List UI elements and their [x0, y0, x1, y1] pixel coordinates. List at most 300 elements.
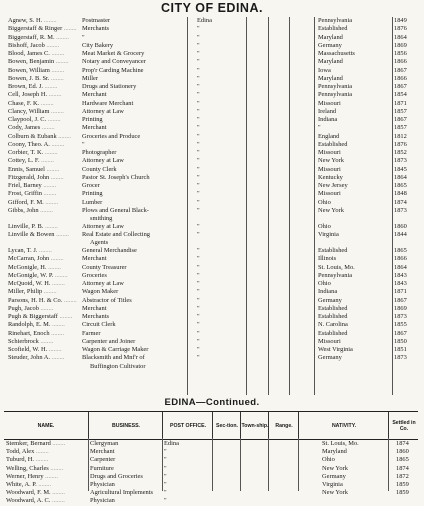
- cell-nativity: Iowa: [318, 66, 331, 74]
- cell-name: Stemker, Bernard .....: [6, 440, 86, 448]
- cell-post-office: ": [197, 263, 200, 271]
- cell-nativity: New York: [322, 489, 348, 497]
- cell-business: [82, 297, 194, 305]
- cell-post-office: ": [164, 448, 167, 456]
- cell-nativity: Illinois: [318, 255, 337, 263]
- cell-post-office: Edina: [164, 440, 179, 447]
- cell-business: Drugs and Groceries: [90, 472, 143, 480]
- table-row: [8, 199, 416, 207]
- cell-business-line: Notary and Conveyancer: [82, 58, 146, 66]
- cell-settled: 1867: [394, 329, 407, 337]
- cell-business: [82, 124, 194, 132]
- cell-business: [82, 100, 194, 108]
- header-post-office: POST OFFICE.: [162, 412, 213, 439]
- cell-post-office: ": [197, 165, 200, 173]
- table-row: [8, 182, 416, 190]
- table-row: [8, 42, 416, 50]
- cell-name: McCarran, John .....: [8, 255, 78, 263]
- cell-post-office: ": [197, 329, 200, 337]
- table-row: [8, 207, 416, 223]
- cell-nativity: Ohio: [318, 280, 331, 287]
- cell-settled: 1844: [394, 231, 407, 238]
- cell-name: White, A. P. .....: [6, 481, 86, 489]
- column-divider: [240, 438, 241, 491]
- cell-business-line: Carpenter and Joiner: [82, 337, 136, 345]
- cell-settled: 1867: [394, 66, 407, 74]
- directory-table: [8, 17, 416, 378]
- cell-post-office: ": [164, 480, 167, 488]
- cell-name: Steuder, John A. .....: [8, 354, 78, 362]
- cell-nativity: Established: [318, 140, 348, 148]
- cell-post-office: ": [197, 354, 200, 362]
- cell-nativity: West Virginia: [318, 346, 353, 353]
- cell-business-line: Postmaster: [82, 17, 111, 24]
- header-section: Sec-tion.: [212, 412, 241, 439]
- cell-business: Clergyman: [90, 440, 119, 447]
- cell-settled: 1850: [394, 337, 407, 345]
- cell-nativity: New Jersey: [318, 182, 348, 189]
- cell-nativity: Missouri: [318, 165, 341, 173]
- cell-post-office: ": [197, 140, 200, 148]
- cell-post-office: ": [197, 173, 200, 181]
- cell-nativity: St. Louis, Mo.: [322, 440, 359, 447]
- cell-business: [82, 223, 194, 231]
- cell-business-line: County Clerk: [82, 165, 117, 173]
- cell-post-office: ": [197, 33, 200, 41]
- cell-name: Blood, James C. .....: [8, 50, 78, 58]
- cell-business-line: Grocer: [82, 182, 100, 189]
- cell-business: [82, 25, 194, 33]
- cell-post-office: ": [197, 41, 200, 49]
- cell-nativity: Indiana: [318, 288, 338, 296]
- table-row: [8, 231, 416, 247]
- cell-name: Chase, F. K. .....: [8, 100, 78, 108]
- cell-name: Friel, Barney .....: [8, 182, 78, 190]
- cell-name: Corbier, T. K. .....: [8, 149, 78, 157]
- cell-business-line: Real Estate and Collecting: [82, 231, 150, 238]
- cell-settled: 1864: [394, 173, 407, 181]
- table-row: [8, 313, 416, 321]
- table-row: [8, 223, 416, 231]
- cell-settled: 1874: [396, 440, 409, 447]
- cell-business-line: Groceries and Produce: [82, 132, 141, 140]
- cell-nativity: Established: [318, 25, 348, 33]
- cell-business: [82, 17, 194, 25]
- table-row: [8, 116, 416, 124]
- table-row: [8, 133, 416, 141]
- cell-name: Coony, Theo. A. .....: [8, 141, 78, 149]
- cell-name: Pugh & Biggerstaff .....: [8, 313, 78, 321]
- cell-post-office: ": [197, 337, 200, 345]
- cell-name: Linville & Bowen .....: [8, 231, 78, 239]
- table-row: [4, 440, 418, 448]
- cell-business: [82, 58, 194, 66]
- cell-business: [82, 288, 194, 296]
- header-business: BUSINESS.: [88, 412, 163, 439]
- cell-name: McGonigle, H. .....: [8, 264, 78, 272]
- cell-settled: 1845: [394, 165, 407, 173]
- cell-business-line: ": [82, 140, 85, 148]
- cell-business-line: Farmer: [82, 329, 101, 337]
- cell-post-office: ": [197, 288, 200, 296]
- column-divider: [298, 438, 299, 491]
- cell-nativity: St. Louis, Mo.: [318, 263, 355, 271]
- cell-name: Tuburd, H. .....: [6, 456, 86, 464]
- cell-post-office: ": [197, 58, 200, 66]
- cell-nativity: Germany: [318, 354, 342, 362]
- cell-nativity: Maryland: [322, 448, 347, 456]
- cell-post-office: ": [197, 74, 200, 82]
- cell-nativity: Established: [318, 304, 348, 312]
- cell-business: [82, 116, 194, 124]
- table-row: [8, 272, 416, 280]
- cell-name: Werner, Henry .....: [6, 473, 86, 481]
- table-row: [8, 108, 416, 116]
- cell-business-line: Meat Market & Grocery: [82, 50, 145, 57]
- cell-post-office: ": [164, 464, 167, 472]
- cell-business-line: County Treasurer: [82, 263, 127, 271]
- cell-business: [82, 247, 194, 255]
- cell-post-office: ": [197, 190, 200, 198]
- cell-settled: 1873: [394, 354, 407, 362]
- cell-settled: 1871: [394, 99, 407, 107]
- cell-nativity: Maryland: [318, 74, 343, 82]
- cell-settled: 1866: [394, 74, 407, 82]
- header-township: Town-ship.: [240, 412, 269, 439]
- cell-settled: 1848: [394, 190, 407, 198]
- cell-nativity: Ireland: [318, 107, 337, 115]
- cell-name: Randolph, E. M. .....: [8, 321, 78, 329]
- cell-name: Colburn & Eubank .....: [8, 133, 78, 141]
- cell-post-office: ": [197, 25, 200, 33]
- cell-post-office: ": [197, 231, 200, 238]
- cell-nativity: Virginia: [318, 231, 339, 238]
- table-row: [8, 100, 416, 108]
- cell-business: Agricultural Implements: [90, 489, 154, 497]
- cell-settled: 1867: [394, 83, 407, 90]
- cell-nativity: Missouri: [318, 149, 341, 156]
- cell-settled: 1864: [394, 263, 407, 271]
- cell-business: [82, 305, 194, 313]
- column-divider: [88, 438, 89, 491]
- cell-name: Ennis, Samuel .....: [8, 166, 78, 174]
- cell-business: [82, 354, 194, 371]
- cell-post-office: ": [197, 304, 200, 312]
- cell-nativity: Ohio: [318, 222, 331, 230]
- cell-name: Bowen, J. B. Sr. .....: [8, 75, 78, 83]
- cell-settled: 1871: [394, 288, 407, 296]
- table-header: [4, 411, 418, 440]
- cell-post-office: ": [197, 91, 200, 99]
- table-row: [8, 247, 416, 255]
- table-row: [4, 497, 418, 505]
- table-row: [8, 157, 416, 165]
- cell-settled: 1859: [396, 480, 409, 488]
- cell-name: Biggerstaff, R. M. .....: [8, 34, 78, 42]
- table-row: [8, 58, 416, 66]
- cell-business: [82, 149, 194, 157]
- cell-post-office: ": [197, 157, 200, 165]
- cell-business: [82, 75, 194, 83]
- cell-post-office: ": [197, 255, 200, 263]
- cell-post-office: ": [197, 99, 200, 107]
- table-row: [8, 288, 416, 296]
- cell-business: Physician: [90, 497, 115, 505]
- table-row: [4, 473, 418, 481]
- cell-post-office: ": [197, 132, 200, 140]
- cell-nativity: Virginia: [322, 480, 343, 488]
- cell-business-line: Abstractor of Titles: [82, 296, 132, 304]
- cell-business: Furniture: [90, 464, 114, 472]
- cell-business-line: Blacksmith and Mnf'r of: [82, 354, 145, 362]
- column-divider: [268, 438, 269, 491]
- table-row: [8, 321, 416, 329]
- cell-nativity: Massachusetts: [318, 50, 355, 57]
- cell-nativity: Indiana: [318, 116, 338, 123]
- cell-nativity: Established: [318, 329, 348, 337]
- cell-name: McGonigle, W. P. .....: [8, 272, 78, 280]
- cell-business: [82, 321, 194, 329]
- table-row: [8, 83, 416, 91]
- cell-business: [82, 50, 194, 58]
- page-title: CITY OF EDINA.: [161, 1, 263, 15]
- cell-settled: 1865: [394, 182, 407, 189]
- header-settled: Settled in Co.: [388, 412, 419, 439]
- continued-title: EDINA—Continued.: [164, 397, 260, 408]
- cell-nativity: New York: [318, 206, 344, 214]
- cell-nativity: New York: [322, 464, 348, 472]
- cell-settled: 1854: [394, 91, 407, 99]
- cell-business: [82, 330, 194, 338]
- cell-post-office: ": [197, 206, 200, 214]
- table-row: [8, 255, 416, 263]
- cell-name: Scofield, W. H. .....: [8, 346, 78, 354]
- cell-business: Physician: [90, 480, 115, 488]
- cell-settled: 1851: [394, 346, 407, 353]
- cell-post-office: Edina: [197, 17, 212, 24]
- cell-settled: 1874: [394, 198, 407, 206]
- cell-name: Miller, Philip .....: [8, 288, 78, 296]
- cell-settled: 1852: [394, 149, 407, 156]
- table-row: [4, 456, 418, 464]
- cell-nativity: Germany: [318, 296, 342, 304]
- table-row: [8, 166, 416, 174]
- cell-settled: 1876: [394, 140, 407, 148]
- cell-nativity: ": [318, 124, 321, 132]
- table-row: [4, 481, 418, 489]
- cell-settled: 1812: [394, 132, 407, 140]
- cell-business: [82, 199, 194, 207]
- cell-post-office: ": [197, 66, 200, 74]
- cell-name: Claypool, J. C. .....: [8, 116, 78, 124]
- cell-business: [82, 338, 194, 346]
- table-row: [8, 17, 416, 25]
- cell-nativity: Pennsylvania: [318, 271, 353, 279]
- cell-nativity: Kentucky: [318, 173, 343, 181]
- header-range: Range.: [268, 412, 299, 439]
- table-row: [8, 174, 416, 182]
- cell-name: Cody, James .....: [8, 124, 78, 132]
- cell-business: [82, 207, 194, 224]
- cell-post-office: ": [197, 116, 200, 123]
- cell-business-line: Drugs and Stationery: [82, 83, 137, 90]
- cell-post-office: ": [197, 149, 200, 156]
- cell-name: Gifford, F. M. .....: [8, 199, 78, 207]
- cell-settled: 1867: [394, 296, 407, 304]
- table-row: [8, 67, 416, 75]
- cell-settled: 1849: [394, 17, 407, 24]
- cell-name: Agnew, S. H. .....: [8, 17, 78, 25]
- cell-business-line: Groceries: [82, 271, 107, 279]
- cell-settled: 1843: [394, 271, 407, 279]
- cell-business: [82, 346, 194, 354]
- table-row: [4, 465, 418, 473]
- cell-settled: 1869: [394, 304, 407, 312]
- cell-settled: 1857: [394, 107, 407, 115]
- column-divider: [388, 438, 389, 491]
- table-row: [8, 149, 416, 157]
- table-row: [4, 489, 418, 497]
- cell-business-line-2: Agents: [90, 239, 109, 247]
- cell-business: [82, 272, 194, 280]
- cell-settled: 1866: [394, 255, 407, 263]
- cell-business-line: Attorney at Law: [82, 280, 124, 287]
- cell-business-line: Attorney at Law: [82, 157, 124, 165]
- cell-business-line: Printing: [82, 190, 103, 198]
- cell-business-line: Merchant: [82, 255, 107, 263]
- cell-name: Linville, P. B. .....: [8, 223, 78, 231]
- table-row: [8, 75, 416, 83]
- cell-post-office: ": [197, 280, 200, 287]
- cell-name: Brown, Ed. J. .....: [8, 83, 78, 91]
- cell-name: Bowen, William .....: [8, 67, 78, 75]
- cell-settled: 1867: [394, 116, 407, 123]
- cell-post-office: ": [164, 456, 167, 464]
- cell-business: Carpenter: [90, 456, 116, 464]
- cell-name: Todd, Alex .....: [6, 448, 86, 456]
- cell-settled: 1869: [394, 41, 407, 49]
- cell-name: Cell, Joseph H. .....: [8, 91, 78, 99]
- continued-rows: [4, 440, 418, 506]
- table-row: [8, 305, 416, 313]
- cell-business: [82, 42, 194, 50]
- table-row: [8, 124, 416, 132]
- table-row: [8, 34, 416, 42]
- table-row: [8, 280, 416, 288]
- cell-settled: 1866: [394, 58, 407, 66]
- cell-settled: 1860: [394, 222, 407, 230]
- cell-business-line: Wagon Maker: [82, 288, 119, 296]
- cell-business-line: General Merchandise: [82, 247, 137, 254]
- cell-name: Woodward, A. C. .....: [6, 497, 86, 505]
- cell-post-office: ": [197, 321, 200, 329]
- table-row: [8, 50, 416, 58]
- cell-business: [82, 174, 194, 182]
- table-row: [8, 141, 416, 149]
- cell-post-office: ": [164, 489, 167, 497]
- cell-post-office: ": [197, 198, 200, 206]
- cell-business: Merchant: [90, 448, 115, 456]
- cell-business-line: City Bakery: [82, 41, 114, 49]
- cell-name: Cottey, L. F. .....: [8, 157, 78, 165]
- cell-settled: 1857: [394, 124, 407, 132]
- cell-business: [82, 182, 194, 190]
- cell-post-office: ": [197, 83, 200, 90]
- cell-business: [82, 83, 194, 91]
- cell-business: [82, 264, 194, 272]
- cell-business-line: Merchant: [82, 304, 107, 312]
- cell-nativity: Missouri: [318, 190, 341, 198]
- cell-business-line: Miller: [82, 74, 98, 82]
- cell-business-line: Attorney at Law: [82, 107, 124, 115]
- cell-business: [82, 157, 194, 165]
- cell-name: Biggerstaff & Ringer .....: [8, 25, 78, 33]
- cell-business-line: Merchants: [82, 313, 109, 320]
- cell-business-line: Merchant: [82, 91, 107, 99]
- cell-name: Pugh, Jacob .....: [8, 305, 78, 313]
- cell-business: [82, 108, 194, 116]
- cell-post-office: ": [197, 346, 200, 353]
- cell-nativity: Germany: [322, 472, 346, 480]
- cell-settled: 1860: [396, 448, 409, 456]
- table-row: [8, 91, 416, 99]
- cell-business-line: Attorney at Law: [82, 222, 124, 230]
- cell-name: Rinehart, Enoch .....: [8, 330, 78, 338]
- table-row: [8, 190, 416, 198]
- cell-settled: 1872: [396, 472, 409, 480]
- cell-business-line-2: smithing: [90, 215, 113, 222]
- cell-settled: 1855: [394, 321, 407, 329]
- cell-post-office: ": [197, 107, 200, 115]
- cell-post-office: ": [197, 222, 200, 230]
- cell-settled: 1843: [394, 280, 407, 287]
- cell-settled: 1865: [396, 456, 409, 464]
- cell-settled: 1874: [396, 464, 409, 472]
- cell-nativity: Established: [318, 247, 348, 254]
- table-row: [8, 338, 416, 346]
- table-row: [8, 330, 416, 338]
- cell-post-office: ": [197, 182, 200, 189]
- cell-name: Gibbs, John .....: [8, 207, 78, 215]
- cell-name: Bowen, Benjamin .....: [8, 58, 78, 66]
- cell-name: Schierbrock .....: [8, 338, 78, 346]
- cell-nativity: Established: [318, 313, 348, 320]
- cell-settled: 1859: [396, 489, 409, 497]
- column-divider: [162, 438, 163, 491]
- cell-name: Woodward, F. M. .....: [6, 489, 86, 497]
- cell-name: Bishoff, Jacob .....: [8, 42, 78, 50]
- cell-nativity: Pennsylvania: [318, 83, 353, 90]
- cell-business-line: Circuit Clerk: [82, 321, 116, 329]
- cell-business: [82, 231, 194, 248]
- cell-business-line: Wagon & Carriage Maker: [82, 346, 149, 353]
- table-row: [8, 346, 416, 354]
- table-row: [8, 264, 416, 272]
- cell-name: Lycan, T. J. .....: [8, 247, 78, 255]
- cell-settled: 1873: [394, 157, 407, 165]
- cell-post-office: ": [197, 271, 200, 279]
- cell-nativity: Maryland: [318, 58, 343, 66]
- table-row: [4, 448, 418, 456]
- cell-settled: 1873: [394, 206, 407, 214]
- cell-business: [82, 91, 194, 99]
- cell-nativity: N. Carolina: [318, 321, 348, 329]
- cell-name: McQuoid, W. H. .....: [8, 280, 78, 288]
- table-row: [8, 297, 416, 305]
- cell-business: [82, 313, 194, 321]
- cell-business-line: Plows and General Black-: [82, 206, 149, 214]
- cell-settled: 1864: [394, 33, 407, 41]
